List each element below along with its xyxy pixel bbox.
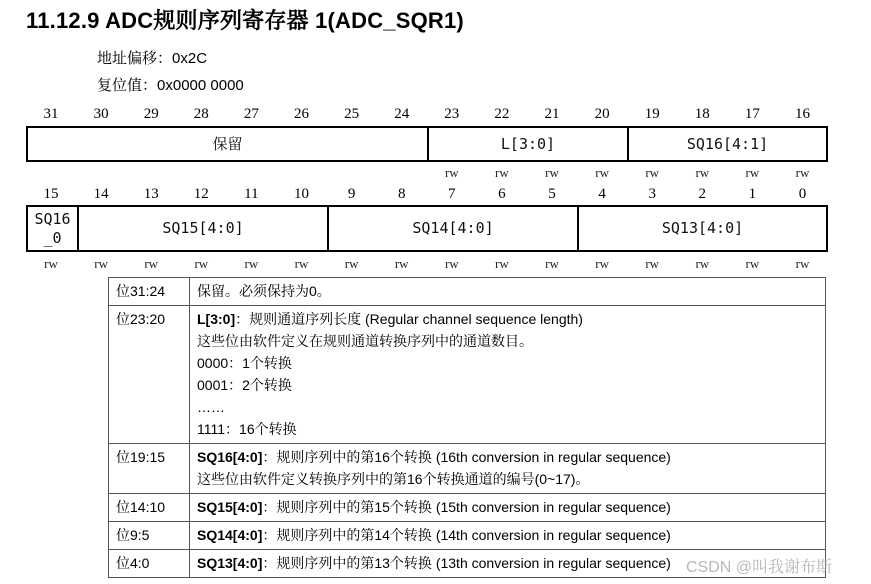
register-upper-half (26, 126, 828, 162)
reset-value-value: 0x0000 0000 (157, 77, 244, 94)
table-row (109, 306, 826, 444)
bit-description-table (108, 277, 826, 578)
description-line (197, 280, 818, 302)
access-type: rw (645, 165, 660, 180)
field-sq15: SQ15[4:0] (79, 207, 329, 250)
bit-number: 8 (397, 186, 406, 202)
bit-number: 6 (498, 186, 506, 202)
bit-number: 14 (93, 186, 109, 202)
reset-value (97, 74, 244, 95)
description-text: 这些位由软件定义转换序列中的第16个转换通道的编号(0~17)。 (197, 471, 590, 487)
bit-number: 1 (748, 186, 757, 202)
access-type: rw (44, 256, 58, 271)
bit-number: 21 (544, 106, 560, 122)
address-offset-value: 0x2C (172, 50, 208, 67)
description-text: 0001：2个转换 (197, 377, 292, 393)
access-type: rw (645, 256, 660, 271)
bit-number: 9 (347, 186, 356, 202)
access-type: rw (294, 256, 309, 271)
bit-number: 16 (795, 106, 810, 122)
field-sq16-high: SQ16[4:1] (686, 134, 769, 153)
bit-description (190, 278, 826, 306)
description-line (197, 352, 818, 374)
access-lower (26, 256, 828, 270)
bit-number: 5 (548, 186, 556, 202)
register-lower-half (26, 205, 828, 252)
bit-number: 26 (294, 106, 309, 122)
access-type: rw (595, 165, 609, 180)
description-text: 1111：16个转换 (197, 421, 297, 437)
description-text: 这些位由软件定义在规则通道转换序列中的通道数目。 (197, 333, 533, 349)
description-text: …… (197, 399, 225, 415)
access-type: rw (495, 256, 509, 271)
bit-number: 11 (244, 186, 259, 202)
bit-number: 31 (43, 106, 59, 122)
access-type: rw (545, 165, 559, 180)
watermark: CSDN @叫我谢布斯 (686, 559, 833, 576)
bit-number: 18 (694, 106, 710, 122)
bit-range: 位31:24 (109, 278, 190, 306)
access-type: rw (344, 256, 359, 271)
reset-value-label: 复位值： (97, 77, 158, 94)
access-type: rw (695, 256, 710, 271)
field-sq14: SQ14[4:0] (329, 207, 579, 250)
bit-number: 7 (448, 186, 456, 202)
bit-number: 24 (394, 106, 410, 122)
field-name: L[3:0] (197, 311, 236, 327)
table-row (109, 494, 826, 522)
bit-number: 23 (444, 106, 460, 122)
bit-number: 30 (93, 106, 109, 122)
description-line (197, 496, 818, 518)
access-type: rw (144, 256, 159, 271)
description-text: ：规则序列中的第15个转换 (15th conversion in regular sequence) (262, 499, 671, 515)
address-offset-label: 地址偏移： (97, 50, 173, 67)
access-type: rw (495, 165, 509, 180)
bit-number: 17 (744, 106, 760, 122)
bit-number: 20 (594, 106, 610, 122)
table-row (109, 278, 826, 306)
bit-number: 4 (598, 186, 606, 202)
bit-number: 29 (143, 106, 159, 122)
field-name: SQ16[4:0] (197, 449, 263, 465)
description-line (197, 308, 818, 330)
access-type: rw (244, 256, 259, 271)
access-type: rw (795, 256, 810, 271)
bit-number: 3 (648, 186, 656, 202)
bit-range: 位9:5 (109, 522, 190, 550)
access-type: rw (745, 165, 760, 180)
bit-number: 13 (143, 186, 159, 202)
access-type: rw (444, 256, 459, 271)
bit-numbers-lower (26, 186, 828, 204)
field-name: SQ13[4:0] (197, 555, 263, 571)
access-type: rw (695, 165, 710, 180)
table-row (109, 522, 826, 550)
bit-range: 位4:0 (109, 550, 190, 578)
access-type: rw (94, 256, 108, 271)
bit-number: 0 (798, 186, 807, 202)
field-l: L[3:0] (429, 128, 629, 160)
description-line (197, 374, 818, 396)
description-line (197, 418, 818, 440)
description-line (197, 446, 818, 468)
field-sq16-bit0 (28, 207, 79, 250)
access-upper (26, 165, 828, 179)
bit-range: 位19:15 (109, 444, 190, 494)
access-type: rw (745, 256, 760, 271)
access-type: rw (194, 256, 209, 271)
address-offset (97, 47, 207, 68)
bit-number: 12 (193, 186, 209, 202)
bit-number: 15 (43, 186, 59, 202)
access-type: rw (545, 256, 559, 271)
description-text: ：规则序列中的第14个转换 (14th conversion in regular sequence) (262, 527, 671, 543)
description-line (197, 330, 818, 352)
bit-description (190, 522, 826, 550)
access-type: rw (394, 256, 409, 271)
description-text: 保留。必须保持为0。 (197, 283, 331, 299)
table-row (109, 444, 826, 494)
field-reserved: 保留 (28, 128, 429, 160)
description-text: 0000：1个转换 (197, 355, 292, 371)
bit-number: 22 (494, 106, 510, 122)
access-type: rw (444, 165, 459, 180)
bit-number: 25 (344, 106, 360, 122)
description-line (197, 468, 818, 490)
bit-number: 10 (294, 186, 309, 202)
section-title: 11.12.9 ADC规则序列寄存器 1(ADC_SQR1) (26, 8, 464, 33)
bit-number: 19 (644, 106, 660, 122)
description-text: ：规则通道序列长度 (Regular channel sequence length) (235, 311, 583, 327)
bit-number: 27 (243, 106, 259, 122)
bit-number: 2 (698, 186, 707, 202)
description-line (197, 396, 818, 418)
bit-range: 位23:20 (109, 306, 190, 444)
bit-description (190, 306, 826, 444)
description-text: ：规则序列中的第16个转换 (16th conversion in regular sequence) (262, 449, 671, 465)
bit-description (190, 494, 826, 522)
field-sq16-bit0-line2: _0 (43, 228, 62, 247)
field-name: SQ14[4:0] (197, 527, 263, 543)
field-name: SQ15[4:0] (197, 499, 263, 515)
description-line (197, 524, 818, 546)
bit-number: 28 (193, 106, 209, 122)
bit-numbers-upper (26, 106, 828, 124)
field-sq16-bit0-line1: SQ16 (34, 209, 71, 228)
bit-description (190, 444, 826, 494)
description-text: ：规则序列中的第13个转换 (13th conversion in regular sequence) (262, 555, 671, 571)
access-type: rw (595, 256, 609, 271)
field-sq13: SQ13[4:0] (661, 219, 744, 237)
bit-range: 位14:10 (109, 494, 190, 522)
access-type: rw (795, 165, 810, 180)
